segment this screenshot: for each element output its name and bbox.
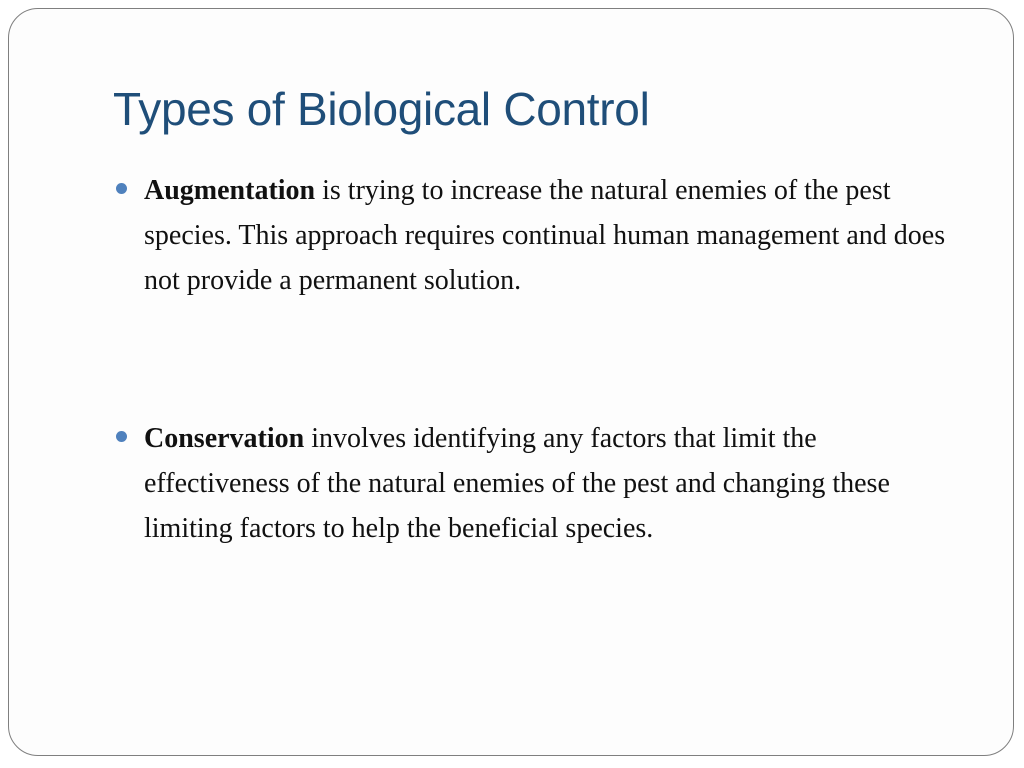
bullet-text: is trying to increase the natural enemies of the pest species. This approach requires continual human management and does not provide a permanent solution.	[144, 175, 946, 296]
bullet-dot-icon	[116, 183, 127, 194]
bullet-item-augmentation	[116, 168, 956, 303]
bullet-term: Conservation	[144, 423, 305, 454]
bullet-text: involves identifying any factors that limit the effectiveness of the natural enemies of the pest and changing these limiting factors to help the beneficial species.	[144, 423, 890, 544]
bullet-list	[116, 168, 956, 551]
bullet-item-conservation	[116, 416, 956, 551]
slide-title: Types of Biological Control	[113, 83, 650, 135]
bullet-dot-icon	[116, 431, 127, 442]
bullet-term: Augmentation	[144, 175, 316, 206]
